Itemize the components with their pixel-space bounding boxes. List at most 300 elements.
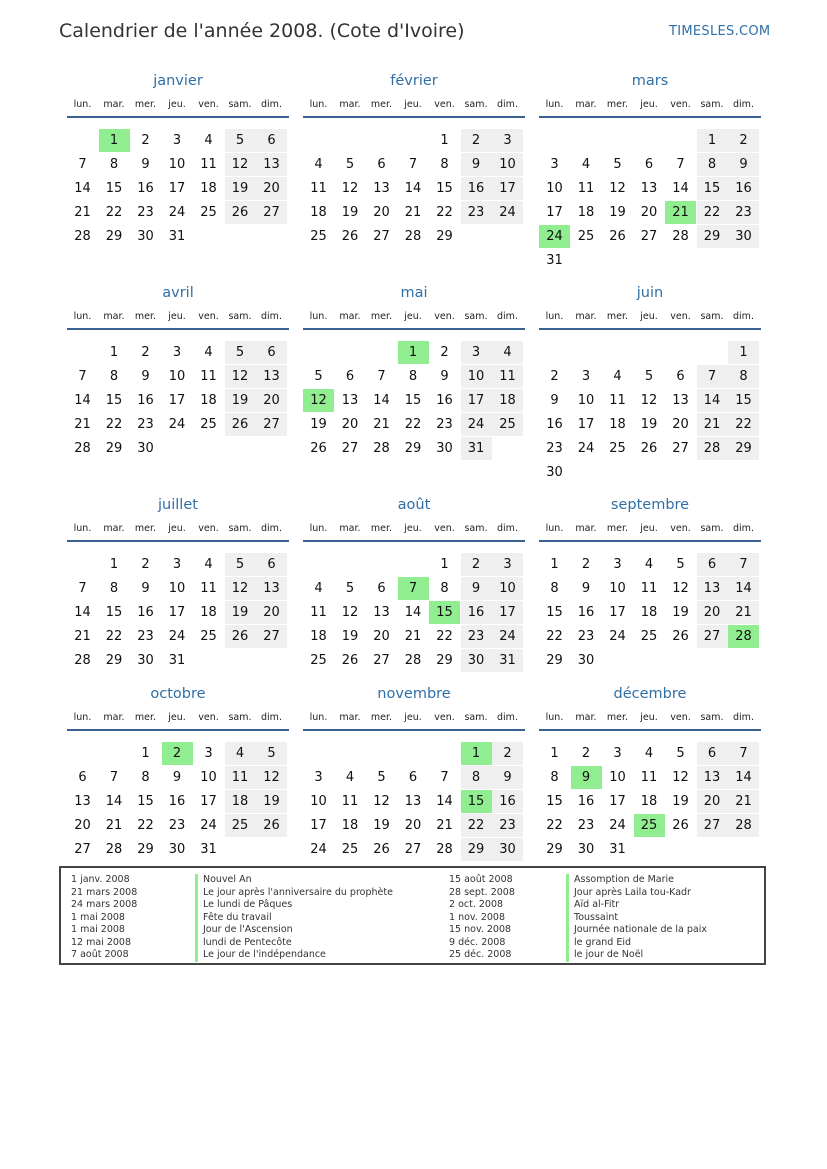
- weekday-label: mer.: [370, 99, 393, 110]
- weekday-label: ven.: [434, 712, 455, 723]
- day-cell: 4: [581, 157, 591, 172]
- legend-holiday-name: Jour après Laila tou-Kadr: [566, 887, 691, 900]
- day-cell: 19: [225, 389, 256, 412]
- weekday-label: ven.: [198, 523, 219, 534]
- day-cell: 29: [546, 842, 563, 857]
- day-cell: 5: [613, 157, 622, 172]
- legend-holiday-name: Le jour de l'indépendance: [195, 949, 326, 962]
- day-cell: 8: [440, 157, 449, 172]
- day-cell: 19: [672, 794, 689, 809]
- holiday-day-cell: 7: [398, 577, 429, 600]
- day-cell: 21: [404, 205, 422, 220]
- day-cell: 23: [137, 629, 154, 644]
- day-cell: 31: [461, 437, 492, 460]
- day-cell: 9: [440, 369, 449, 384]
- day-cell: 8: [550, 581, 559, 596]
- day-cell: 26: [609, 229, 626, 244]
- day-cell: 29: [105, 229, 123, 244]
- day-cell: 15: [436, 181, 453, 196]
- day-cell: 22: [404, 417, 422, 432]
- day-cell: 5: [225, 553, 256, 576]
- day-cell: 7: [440, 770, 449, 785]
- legend-holiday-name: le jour de Noël: [566, 949, 643, 962]
- day-cell: 16: [461, 601, 492, 624]
- weekday-label: sam.: [700, 99, 724, 110]
- month-header-rule: [67, 116, 289, 118]
- day-cell: 7: [78, 581, 87, 596]
- day-cell: 23: [137, 417, 154, 432]
- weekday-label: jeu.: [168, 712, 186, 723]
- day-cell: 19: [341, 205, 359, 220]
- day-cell: 20: [256, 177, 287, 200]
- day-cell: 10: [168, 581, 186, 596]
- weekday-label: dim.: [261, 311, 282, 322]
- day-cell: 5: [676, 557, 685, 572]
- day-cell: 2: [728, 129, 759, 152]
- day-cell: 25: [640, 629, 658, 644]
- day-cell: 23: [492, 814, 523, 837]
- month-name: août: [397, 497, 431, 513]
- day-cell: 6: [377, 581, 386, 596]
- day-cell: 26: [672, 629, 689, 644]
- day-cell: 6: [644, 157, 654, 172]
- weekday-label: lun.: [545, 99, 564, 110]
- weekday-label: jeu.: [640, 311, 658, 322]
- month-name: mars: [631, 73, 669, 89]
- month-name: juillet: [158, 497, 198, 513]
- day-cell: 7: [109, 770, 119, 785]
- day-cell: 14: [404, 605, 422, 620]
- day-cell: 27: [404, 842, 422, 857]
- weekday-label: jeu.: [168, 99, 186, 110]
- weekday-label: jeu.: [404, 712, 422, 723]
- weekday-label: mer.: [606, 523, 629, 534]
- day-cell: 11: [577, 181, 595, 196]
- day-cell: 4: [314, 157, 323, 172]
- day-cell: 24: [310, 842, 327, 857]
- weekday-label: ven.: [198, 311, 219, 322]
- day-cell: 17: [461, 389, 492, 412]
- day-cell: 23: [577, 629, 595, 644]
- day-cell: 29: [461, 838, 492, 861]
- day-cell: 14: [74, 393, 91, 408]
- day-cell: 24: [492, 201, 523, 224]
- day-cell: 17: [168, 181, 186, 196]
- day-cell: 29: [697, 225, 728, 248]
- weekday-label: dim.: [733, 712, 754, 723]
- holiday-day-cell: 1: [461, 742, 492, 765]
- day-cell: 17: [546, 205, 563, 220]
- day-cell: 23: [168, 818, 186, 833]
- day-cell: 21: [74, 629, 91, 644]
- day-cell: 15: [546, 605, 563, 620]
- day-cell: 6: [697, 742, 728, 765]
- day-cell: 1: [440, 133, 449, 148]
- weekday-label: mer.: [370, 712, 393, 723]
- day-cell: 14: [672, 181, 689, 196]
- weekday-label: dim.: [733, 99, 754, 110]
- day-cell: 10: [609, 581, 626, 596]
- day-cell: 9: [461, 153, 492, 176]
- weekday-label: dim.: [261, 712, 282, 723]
- day-cell: 27: [74, 842, 91, 857]
- day-cell: 28: [697, 437, 728, 460]
- day-cell: 25: [310, 653, 327, 668]
- day-cell: 4: [314, 581, 323, 596]
- month-header-rule: [303, 540, 525, 542]
- day-cell: 10: [461, 365, 492, 388]
- day-cell: 28: [672, 229, 689, 244]
- day-cell: 6: [676, 369, 685, 384]
- day-cell: 25: [609, 441, 626, 456]
- day-cell: 24: [461, 413, 492, 436]
- day-cell: 3: [172, 133, 182, 148]
- day-cell: 1: [141, 746, 150, 761]
- weekday-label: ven.: [434, 523, 455, 534]
- day-cell: 20: [373, 205, 390, 220]
- day-cell: 19: [225, 601, 256, 624]
- day-cell: 7: [78, 369, 87, 384]
- holiday-day-cell: 1: [398, 341, 429, 364]
- day-cell: 10: [577, 393, 595, 408]
- day-cell: 18: [310, 629, 327, 644]
- day-cell: 26: [640, 441, 658, 456]
- day-cell: 25: [225, 814, 256, 837]
- month-header-rule: [303, 729, 525, 731]
- day-cell: 12: [256, 766, 287, 789]
- weekday-label: lun.: [545, 523, 564, 534]
- legend-date: 21 mars 2008: [71, 886, 138, 898]
- day-cell: 17: [609, 794, 626, 809]
- weekday-label: lun.: [309, 712, 328, 723]
- legend-date: 15 août 2008: [449, 874, 513, 885]
- day-cell: 23: [461, 625, 492, 648]
- day-cell: 26: [341, 229, 359, 244]
- day-cell: 30: [461, 649, 492, 672]
- day-cell: 17: [310, 818, 327, 833]
- weekday-label: mar.: [339, 311, 361, 322]
- day-cell: 10: [492, 577, 523, 600]
- day-cell: 30: [577, 653, 595, 668]
- day-cell: 26: [310, 441, 327, 456]
- weekday-label: mer.: [134, 311, 157, 322]
- day-cell: 4: [225, 742, 256, 765]
- day-cell: 5: [644, 369, 654, 384]
- day-cell: 24: [168, 205, 186, 220]
- month-name: octobre: [150, 686, 206, 702]
- holiday-day-cell: 12: [303, 389, 334, 412]
- weekday-label: jeu.: [168, 311, 186, 322]
- day-cell: 11: [200, 581, 217, 596]
- day-cell: 29: [137, 842, 154, 857]
- day-cell: 12: [609, 181, 626, 196]
- day-cell: 16: [728, 177, 759, 200]
- day-cell: 13: [256, 153, 287, 176]
- day-cell: 30: [577, 842, 595, 857]
- weekday-label: ven.: [434, 311, 455, 322]
- day-cell: 26: [672, 818, 689, 833]
- day-cell: 8: [550, 770, 559, 785]
- month-header-rule: [303, 116, 525, 118]
- day-cell: 30: [137, 653, 154, 668]
- weekday-label: mar.: [575, 311, 597, 322]
- day-cell: 18: [640, 605, 658, 620]
- holiday-day-cell: 24: [539, 225, 570, 248]
- day-cell: 25: [200, 205, 217, 220]
- day-cell: 19: [310, 417, 327, 432]
- day-cell: 16: [577, 605, 595, 620]
- weekday-label: sam.: [228, 523, 252, 534]
- weekday-label: jeu.: [404, 523, 422, 534]
- day-cell: 17: [577, 417, 595, 432]
- weekday-label: ven.: [670, 712, 691, 723]
- day-cell: 17: [168, 393, 186, 408]
- day-cell: 18: [640, 794, 658, 809]
- day-cell: 6: [78, 770, 87, 785]
- day-cell: 16: [137, 393, 154, 408]
- day-cell: 8: [109, 369, 119, 384]
- day-cell: 30: [546, 465, 563, 480]
- day-cell: 14: [436, 794, 453, 809]
- weekday-label: lun.: [73, 712, 92, 723]
- day-cell: 3: [550, 157, 559, 172]
- weekday-label: mer.: [134, 99, 157, 110]
- day-cell: 12: [672, 770, 689, 785]
- legend-holiday-name: Le lundi de Pâques: [195, 899, 292, 912]
- weekday-label: mar.: [339, 712, 361, 723]
- holiday-day-cell: 21: [665, 201, 696, 224]
- day-cell: 8: [109, 157, 119, 172]
- day-cell: 22: [697, 201, 728, 224]
- day-cell: 14: [404, 181, 422, 196]
- weekday-label: lun.: [545, 311, 564, 322]
- weekday-label: sam.: [464, 712, 488, 723]
- weekday-label: sam.: [464, 99, 488, 110]
- weekday-label: sam.: [464, 311, 488, 322]
- day-cell: 7: [676, 157, 685, 172]
- month-name: novembre: [377, 686, 451, 702]
- day-cell: 12: [640, 393, 658, 408]
- day-cell: 21: [436, 818, 453, 833]
- day-cell: 22: [105, 205, 123, 220]
- day-cell: 19: [609, 205, 626, 220]
- day-cell: 4: [204, 133, 213, 148]
- day-cell: 11: [310, 605, 327, 620]
- day-cell: 22: [436, 629, 453, 644]
- day-cell: 3: [461, 341, 492, 364]
- day-cell: 1: [697, 129, 728, 152]
- day-cell: 15: [728, 389, 759, 412]
- day-cell: 31: [546, 253, 563, 268]
- day-cell: 1: [109, 557, 119, 572]
- day-cell: 12: [225, 153, 256, 176]
- weekday-label: ven.: [198, 712, 219, 723]
- weekday-label: mer.: [606, 311, 629, 322]
- legend-holiday-name: Le jour après l'anniversaire du prophète: [195, 887, 393, 900]
- day-cell: 5: [676, 746, 685, 761]
- month-header-rule: [67, 328, 289, 330]
- day-cell: 30: [492, 838, 523, 861]
- day-cell: 10: [492, 153, 523, 176]
- day-cell: 25: [341, 842, 359, 857]
- day-cell: 2: [461, 129, 492, 152]
- day-cell: 20: [256, 389, 287, 412]
- weekday-label: mar.: [103, 99, 125, 110]
- legend-holiday-name: Toussaint: [566, 912, 618, 925]
- day-cell: 2: [550, 369, 559, 384]
- day-cell: 23: [577, 818, 595, 833]
- day-cell: 27: [256, 413, 287, 436]
- day-cell: 31: [609, 842, 626, 857]
- day-cell: 27: [697, 814, 728, 837]
- weekday-label: sam.: [464, 523, 488, 534]
- day-cell: 9: [492, 766, 523, 789]
- day-cell: 2: [581, 557, 591, 572]
- day-cell: 14: [697, 389, 728, 412]
- day-cell: 20: [672, 417, 689, 432]
- day-cell: 18: [200, 393, 217, 408]
- day-cell: 12: [341, 605, 359, 620]
- day-cell: 9: [728, 153, 759, 176]
- month-name: avril: [162, 285, 194, 301]
- weekday-label: mar.: [103, 311, 125, 322]
- day-cell: 19: [225, 177, 256, 200]
- month-header-rule: [539, 540, 761, 542]
- weekday-label: mar.: [339, 523, 361, 534]
- day-cell: 26: [225, 625, 256, 648]
- weekday-label: mer.: [370, 311, 393, 322]
- holiday-day-cell: 25: [634, 814, 665, 837]
- day-cell: 2: [461, 553, 492, 576]
- holiday-legend: [59, 866, 766, 965]
- month-header-rule: [67, 729, 289, 731]
- day-cell: 11: [609, 393, 626, 408]
- day-cell: 23: [546, 441, 563, 456]
- day-cell: 7: [377, 369, 386, 384]
- day-cell: 26: [256, 814, 287, 837]
- month-name: mai: [400, 285, 428, 301]
- day-cell: 13: [697, 766, 728, 789]
- day-cell: 28: [373, 441, 390, 456]
- day-cell: 25: [200, 629, 217, 644]
- month-header-rule: [67, 540, 289, 542]
- weekday-label: jeu.: [640, 99, 658, 110]
- weekday-label: dim.: [497, 99, 518, 110]
- day-cell: 16: [577, 794, 595, 809]
- day-cell: 16: [137, 605, 154, 620]
- day-cell: 12: [341, 181, 359, 196]
- month-name: janvier: [153, 73, 203, 89]
- month-header-rule: [539, 729, 761, 731]
- day-cell: 3: [581, 369, 591, 384]
- legend-date: 9 déc. 2008: [449, 936, 506, 948]
- day-cell: 16: [546, 417, 563, 432]
- day-cell: 4: [345, 770, 355, 785]
- day-cell: 22: [461, 814, 492, 837]
- day-cell: 4: [644, 746, 654, 761]
- day-cell: 6: [377, 157, 386, 172]
- day-cell: 18: [492, 389, 523, 412]
- day-cell: 8: [440, 581, 449, 596]
- day-cell: 5: [256, 742, 287, 765]
- day-cell: 12: [672, 581, 689, 596]
- day-cell: 11: [492, 365, 523, 388]
- legend-holiday-name: Journée nationale de la paix: [566, 924, 707, 937]
- weekday-label: ven.: [198, 99, 219, 110]
- day-cell: 5: [314, 369, 323, 384]
- day-cell: 7: [728, 742, 759, 765]
- day-cell: 18: [200, 181, 217, 196]
- day-cell: 9: [581, 581, 591, 596]
- holiday-day-cell: 15: [429, 601, 460, 624]
- day-cell: 9: [141, 581, 150, 596]
- day-cell: 3: [492, 553, 523, 576]
- day-cell: 20: [256, 601, 287, 624]
- month-header-rule: [539, 328, 761, 330]
- day-cell: 27: [373, 653, 390, 668]
- day-cell: 3: [492, 129, 523, 152]
- day-cell: 15: [404, 393, 422, 408]
- day-cell: 9: [461, 577, 492, 600]
- day-cell: 14: [74, 605, 91, 620]
- legend-holiday-name: Assomption de Marie: [566, 874, 674, 887]
- day-cell: 13: [640, 181, 658, 196]
- brand-link[interactable]: TIMESLES.COM: [669, 24, 771, 39]
- day-cell: 20: [404, 818, 422, 833]
- day-cell: 3: [204, 746, 213, 761]
- page-title: Calendrier de l'année 2008. (Cote d'Ivoire): [59, 20, 465, 42]
- day-cell: 30: [436, 441, 453, 456]
- day-cell: 19: [373, 818, 390, 833]
- day-cell: 15: [105, 605, 123, 620]
- legend-date: 28 sept. 2008: [449, 886, 515, 898]
- day-cell: 30: [137, 441, 154, 456]
- weekday-label: dim.: [261, 99, 282, 110]
- day-cell: 23: [728, 201, 759, 224]
- legend-holiday-name: lundi de Pentecôte: [195, 937, 292, 950]
- day-cell: 2: [141, 345, 150, 360]
- day-cell: 14: [105, 794, 123, 809]
- day-cell: 13: [404, 794, 422, 809]
- day-cell: 25: [577, 229, 595, 244]
- weekday-label: jeu.: [640, 712, 658, 723]
- weekday-label: lun.: [73, 523, 92, 534]
- month-header-rule: [303, 328, 525, 330]
- weekday-label: dim.: [733, 523, 754, 534]
- day-cell: 24: [168, 629, 186, 644]
- day-cell: 28: [105, 842, 123, 857]
- day-cell: 20: [640, 205, 658, 220]
- weekday-label: lun.: [73, 99, 92, 110]
- holiday-day-cell: 28: [728, 625, 759, 648]
- day-cell: 21: [728, 601, 759, 624]
- weekday-label: lun.: [309, 523, 328, 534]
- day-cell: 21: [74, 417, 91, 432]
- day-cell: 27: [672, 441, 689, 456]
- day-cell: 31: [168, 653, 186, 668]
- day-cell: 2: [440, 345, 449, 360]
- weekday-label: mar.: [103, 523, 125, 534]
- day-cell: 21: [728, 790, 759, 813]
- day-cell: 23: [436, 417, 453, 432]
- day-cell: 2: [492, 742, 523, 765]
- holiday-day-cell: 9: [571, 766, 602, 789]
- day-cell: 16: [492, 790, 523, 813]
- day-cell: 13: [256, 577, 287, 600]
- day-cell: 17: [200, 794, 217, 809]
- day-cell: 24: [492, 625, 523, 648]
- day-cell: 15: [546, 794, 563, 809]
